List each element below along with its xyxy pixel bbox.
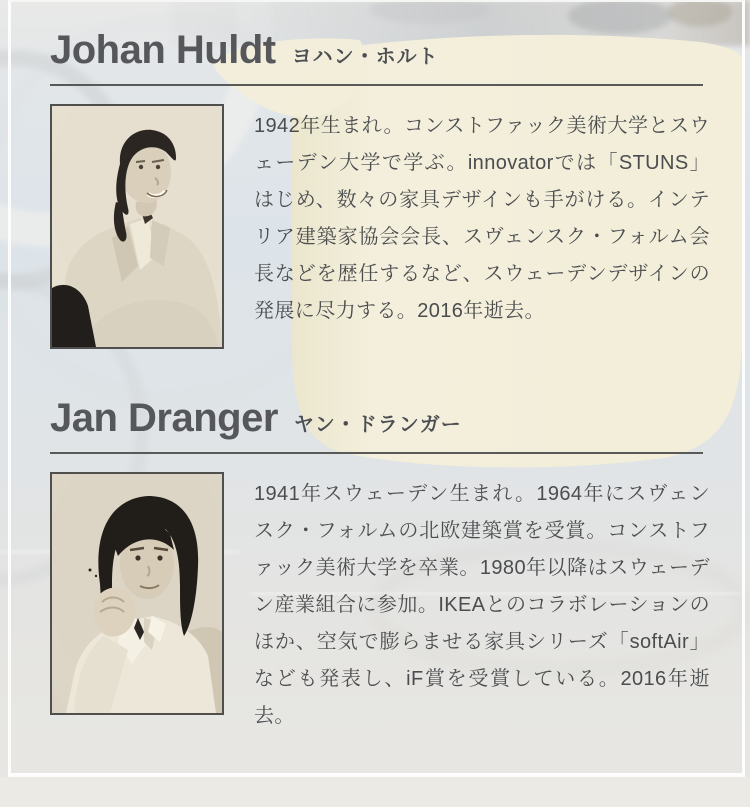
heading-rule [50,452,703,454]
heading-row [50,396,710,442]
profile-content [50,104,710,349]
heading-rule [50,84,703,86]
designer-name-en: Jan Dranger [50,396,278,440]
footer-band [0,777,750,807]
designer-bio: 1942年生まれ。コンストファック美術大学とスウェーデン大学で学ぶ。innovatorでは「STUNS」はじめ、数々の家具デザインも手がける。インテリア建築家協会会長、スヴェンスク・フォルム会長などを歴任するなど、スウェーデンデザインの発展に尽力する。2016年逝去。 [254,115,710,322]
johan-huldt-photo [50,104,224,349]
profile-content [50,472,710,735]
designer-name-ja: ヨハン・ホルト [291,46,439,68]
designer-name-en: Johan Huldt [50,28,276,72]
profile-section-johan-huldt [50,28,710,349]
profile-section-jan-dranger [50,396,710,735]
designer-bio: 1941年スウェーデン生まれ。1964年にスヴェンスク・フォルムの北欧建築賞を受賞。コンストファック美術大学を卒業。1980年以降はスウェーデン産業組合に参加。IKEAとのコラボレーションのほか、空気で膨らませる家具シリーズ「softAir」なども発表し、iF賞を受賞している。2016年逝去。 [254,483,710,727]
designer-name-ja: ヤン・ドランガー [293,414,462,436]
jan-dranger-photo [50,472,224,715]
heading-row [50,28,710,74]
